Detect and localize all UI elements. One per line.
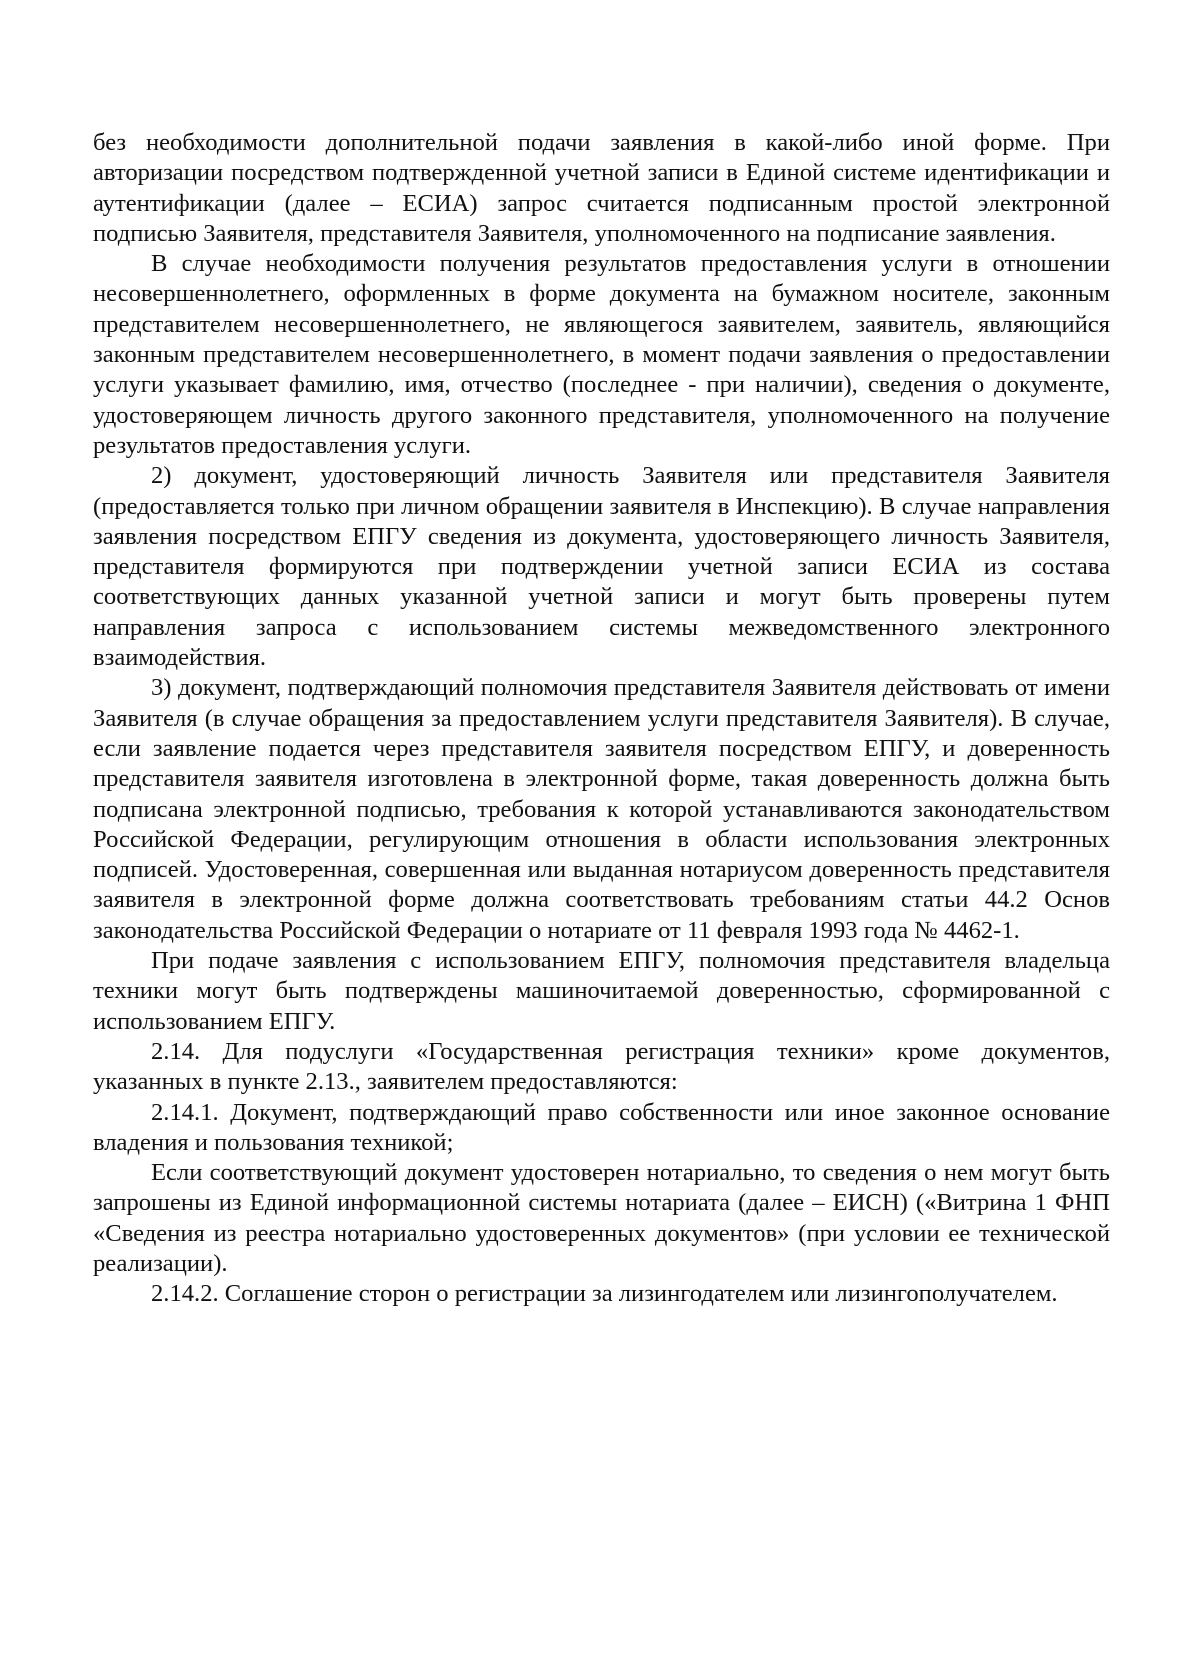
paragraph-authority-document: 3) документ, подтверждающий полномочия представителя Заявителя действовать от имени Заявителя (в случае обращения за предоставлением услуги представителя Заявителя). В случае, если заявление подается через представителя заявителя посредством ЕПГУ, и доверенность представителя заявителя изготовлена в электронной форме, такая доверенность должна быть подписана электронной подписью, требования к которой устанавливаются законодательством Российской Федерации, регулирующим отношения в области использования электронных подписей. Удостоверенная, совершенная или выданная нотариусом доверенность представителя заявителя в электронной форме должна соответствовать требованиям статьи 44.2 Основ законодательства Российской Федерации о нотариате от 11 февраля 1993 года № 4462-1. [93,674,1110,944]
paragraph-machine-readable-power: При подаче заявления с использованием ЕПГУ, полномочия представителя владельца техники могут быть подтверждены машиночитаемой доверенностью, сформированной с использованием ЕПГУ. [93,947,1110,1035]
paragraph-2-14: 2.14. Для подуслуги «Государственная регистрация техники» кроме документов, указанных в пункте 2.13., заявителем предоставляются: [93,1037,1110,1096]
paragraph-authorization: без необходимости дополнительной подачи заявления в какой-либо иной форме. При авторизации посредством подтвержденной учетной записи в Единой системе идентификации и аутентификации (далее – ЕСИА) запрос считается подписанным простой электронной подписью Заявителя, представителя Заявителя, уполномоченного на подписание заявления. [93,129,1110,247]
paragraph-2-14-2: 2.14.2. Соглашение сторон о регистрации за лизингодателем или лизингополучателем. [151,1280,1058,1308]
paragraph-minor-representative: В случае необходимости получения результатов предоставления услуги в отношении несовершеннолетнего, оформленных в форме документа на бумажном носителе, законным представителем несовершеннолетнего, не являющегося заявителем, заявитель, являющийся законным представителем несовершеннолетнего, в момент подачи заявления о предоставлении услуги указывает фамилию, имя, отчество (последнее - при наличии), сведения о документе, удостоверяющем личность другого законного представителя, уполномоченного на получение результатов предоставления услуги. [93,250,1110,459]
paragraph-notary-info: Если соответствующий документ удостоверен нотариально, то сведения о нем могут быть запрошены из Единой информационной системы нотариата (далее – ЕИСН) («Витрина 1 ФНП «Сведения из реестра нотариально удостоверенных документов» (при условии ее технической реализации). [93,1159,1110,1277]
paragraph-2-14-1: 2.14.1. Документ, подтверждающий право собственности или иное законное основание владения и пользования техникой; [93,1098,1110,1156]
document-body [93,128,1110,1310]
paragraph-identity-document: 2) документ, удостоверяющий личность Заявителя или представителя Заявителя (предоставляется только при личном обращении заявителя в Инспекцию). В случае направления заявления посредством ЕПГУ сведения из документа, удостоверяющего личность Заявителя, представителя формируются при подтверждении учетной записи ЕСИА из состава соответствующих данных указанной учетной записи и могут быть проверены путем направления запроса с использованием системы межведомственного электронного взаимодействия. [93,462,1110,672]
